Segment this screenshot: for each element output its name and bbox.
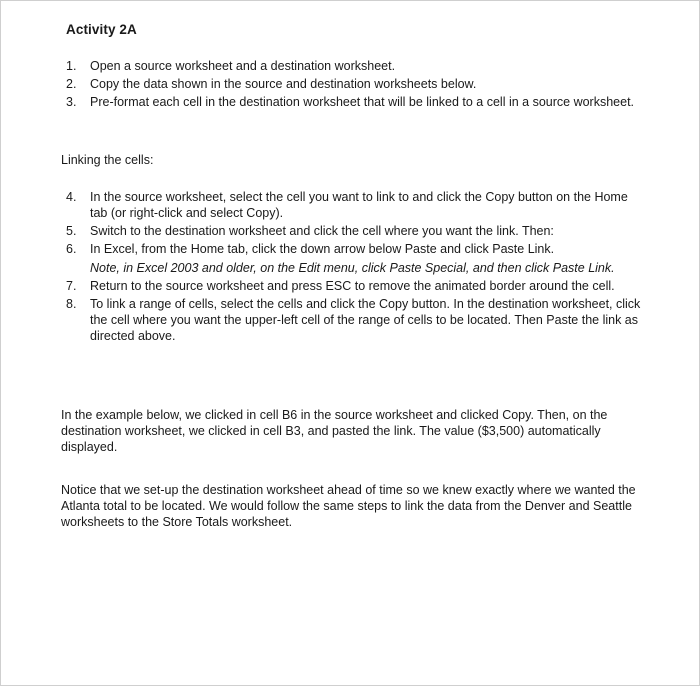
list-item-text: Switch to the destination worksheet and click the cell where you want the link. Then: (90, 224, 554, 238)
linking-heading: Linking the cells: (61, 153, 154, 167)
list-item-number: 3. (66, 95, 77, 109)
list-item-text: Pre-format each cell in the destination worksheet that will be linked to a cell in a source worksheet. (90, 95, 635, 109)
list-item-number: 4. (66, 190, 77, 204)
list-item-number: 8. (66, 297, 77, 311)
list-item (66, 241, 646, 276)
list-item-text: In the source worksheet, select the cell you want to link to and click the Copy button on the Home tab (or right-click and select Copy). (90, 190, 628, 220)
list-item (66, 296, 646, 344)
list-item (66, 223, 646, 239)
list-item-text: To link a range of cells, select the cells and click the Copy button. In the destination worksheet, click the cell where you want the upper-left cell of the range of cells to be located. Then Paste the link as directed above. (90, 297, 641, 343)
list-item-number: 7. (66, 279, 77, 293)
list-item-text: Copy the data shown in the source and destination worksheets below. (90, 77, 477, 91)
steps-list-a (66, 58, 646, 110)
list-item-number: 6. (66, 242, 77, 256)
list-item-number: 5. (66, 224, 77, 238)
notice-paragraph: Notice that we set-up the destination worksheet ahead of time so we knew exactly where we wanted the Atlanta total to be located. We would follow the same steps to link the data from the Denver and Seattle worksheets to the Store Totals worksheet. (61, 483, 636, 529)
list-item-text: Return to the source worksheet and press ESC to remove the animated border around the cell. (90, 279, 615, 293)
list-item (66, 94, 646, 110)
list-item (66, 76, 646, 92)
list-item-text: Open a source worksheet and a destination worksheet. (90, 59, 396, 73)
list-item (66, 278, 646, 294)
steps-list-b (66, 189, 646, 344)
list-item-number: 2. (66, 77, 77, 91)
page-title: Activity 2A (66, 22, 137, 37)
list-item (66, 58, 646, 74)
example-paragraph: In the example below, we clicked in cell B6 in the source worksheet and clicked Copy. Then, on the destination worksheet, we clicked in cell B3, and pasted the link. The value ($3,500) automatically displayed. (61, 408, 608, 454)
list-item-note: Note, in Excel 2003 and older, on the Edit menu, click Paste Special, and then click Paste Link. (90, 261, 615, 275)
list-item-text: In Excel, from the Home tab, click the down arrow below Paste and click Paste Link. (90, 242, 555, 256)
list-item (66, 189, 646, 221)
list-item-number: 1. (66, 59, 77, 73)
